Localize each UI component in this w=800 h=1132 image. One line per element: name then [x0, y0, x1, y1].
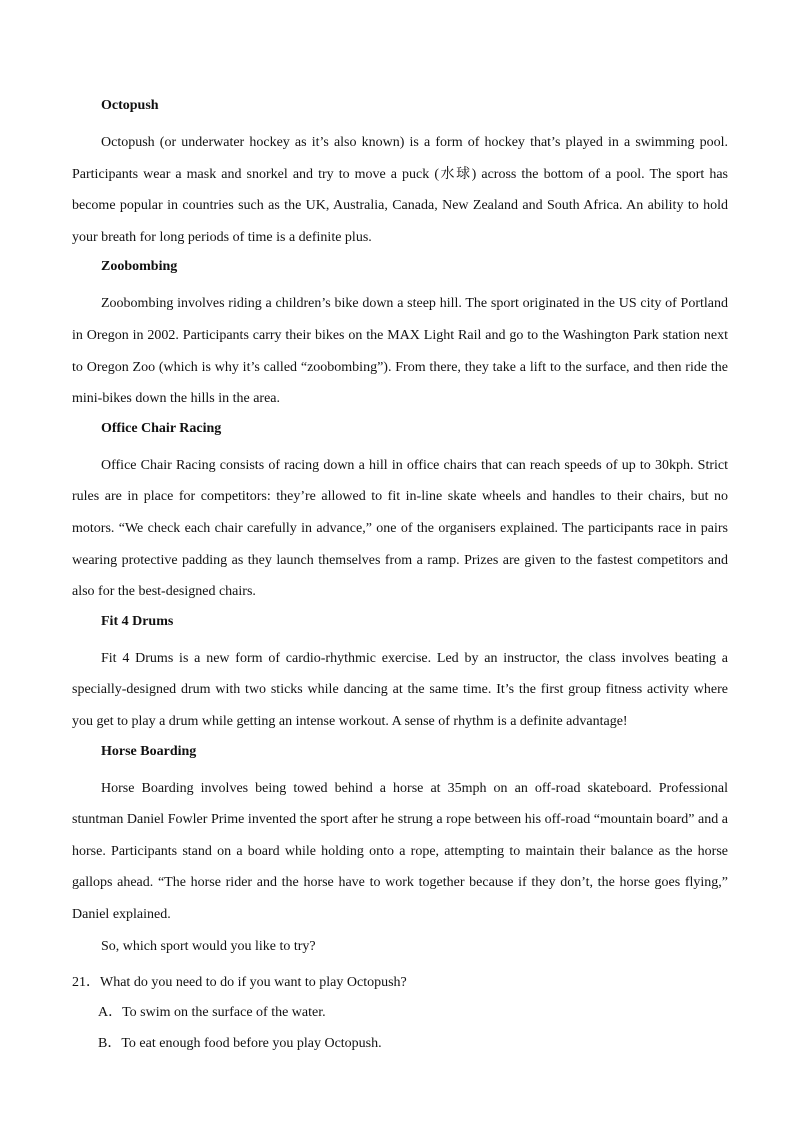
section-heading: Fit 4 Drums — [101, 613, 174, 629]
answer-option-b: B．To eat enough food before you play Octopush. — [98, 1036, 382, 1052]
section-heading: Horse Boarding — [101, 743, 197, 759]
section-octopush — [72, 96, 728, 253]
section-paragraph: Office Chair Racing consists of racing down a hill in office chairs that can reach speeds of up to 30kph. Strict rules are in place for competitors: they’re allowed to fit in-line skate wheels and handles to their chairs, but no motors. “We check each chair carefully in advance,” one of the organisers explained. The participants race in pairs wearing protective padding as they launch themselves from a ramp. Prizes are given to the fastest competitors and also for the best-designed chairs. — [72, 457, 728, 600]
question-block — [72, 972, 728, 1055]
section-paragraph: Octopush (or underwater hockey as it’s also known) is a form of hockey that’s played in a swimming pool. Participants wear a mask and snorkel and try to move a puck (水球) across the bottom of a pool. The sport has become popular in countries such as the UK, Australia, Canada, New Zealand and South Africa. An ability to hold your breath for long periods of time is a definite plus. — [72, 135, 728, 245]
section-heading: Zoobombing — [101, 259, 178, 275]
section-heading: Octopush — [101, 98, 159, 113]
section-heading: Office Chair Racing — [101, 420, 222, 436]
section-paragraph: Zoobombing involves riding a children’s bike down a steep hill. The sport originated in the US city of Portland in Oregon in 2002. Participants carry their bikes on the MAX Light Rail and go to the Washington Park station next to Oregon Zoo (which is why it’s called “zoobombing”). From there, they take a lift to the surface, and then ride the mini-bikes down the hills in the area. — [72, 296, 728, 407]
section-fit-4-drums — [72, 612, 728, 738]
section-paragraph: Horse Boarding involves being towed behind a horse at 35mph on an off-road skateboard. Professional stuntman Daniel Fowler Prime invented the sport after he strung a rope between his off-road “mountain board” and a horse. Participants stand on a board while holding onto a rope, attempting to maintain their balance as the horse gallops ahead. “The horse rider and the horse have to work together because if they don’t, the horse goes flying,” Daniel explained. — [72, 780, 728, 922]
section-zoobombing — [72, 257, 728, 414]
answer-option-a: A．To swim on the surface of the water. — [98, 1005, 326, 1021]
section-office-chair-racing — [72, 419, 728, 608]
question-text: 21．What do you need to do if you want to play Octopush? — [72, 975, 407, 991]
section-paragraph: Fit 4 Drums is a new form of cardio-rhythmic exercise. Led by an instructor, the class involves beating a specially-designed drum with two sticks while dancing at the same time. It’s the first group fitness activity where you get to play a drum while getting an intense workout. A sense of rhythm is a definite advantage! — [72, 650, 728, 729]
section-horse-boarding — [72, 742, 728, 931]
closing-question: So, which sport would you like to try? — [101, 939, 316, 955]
